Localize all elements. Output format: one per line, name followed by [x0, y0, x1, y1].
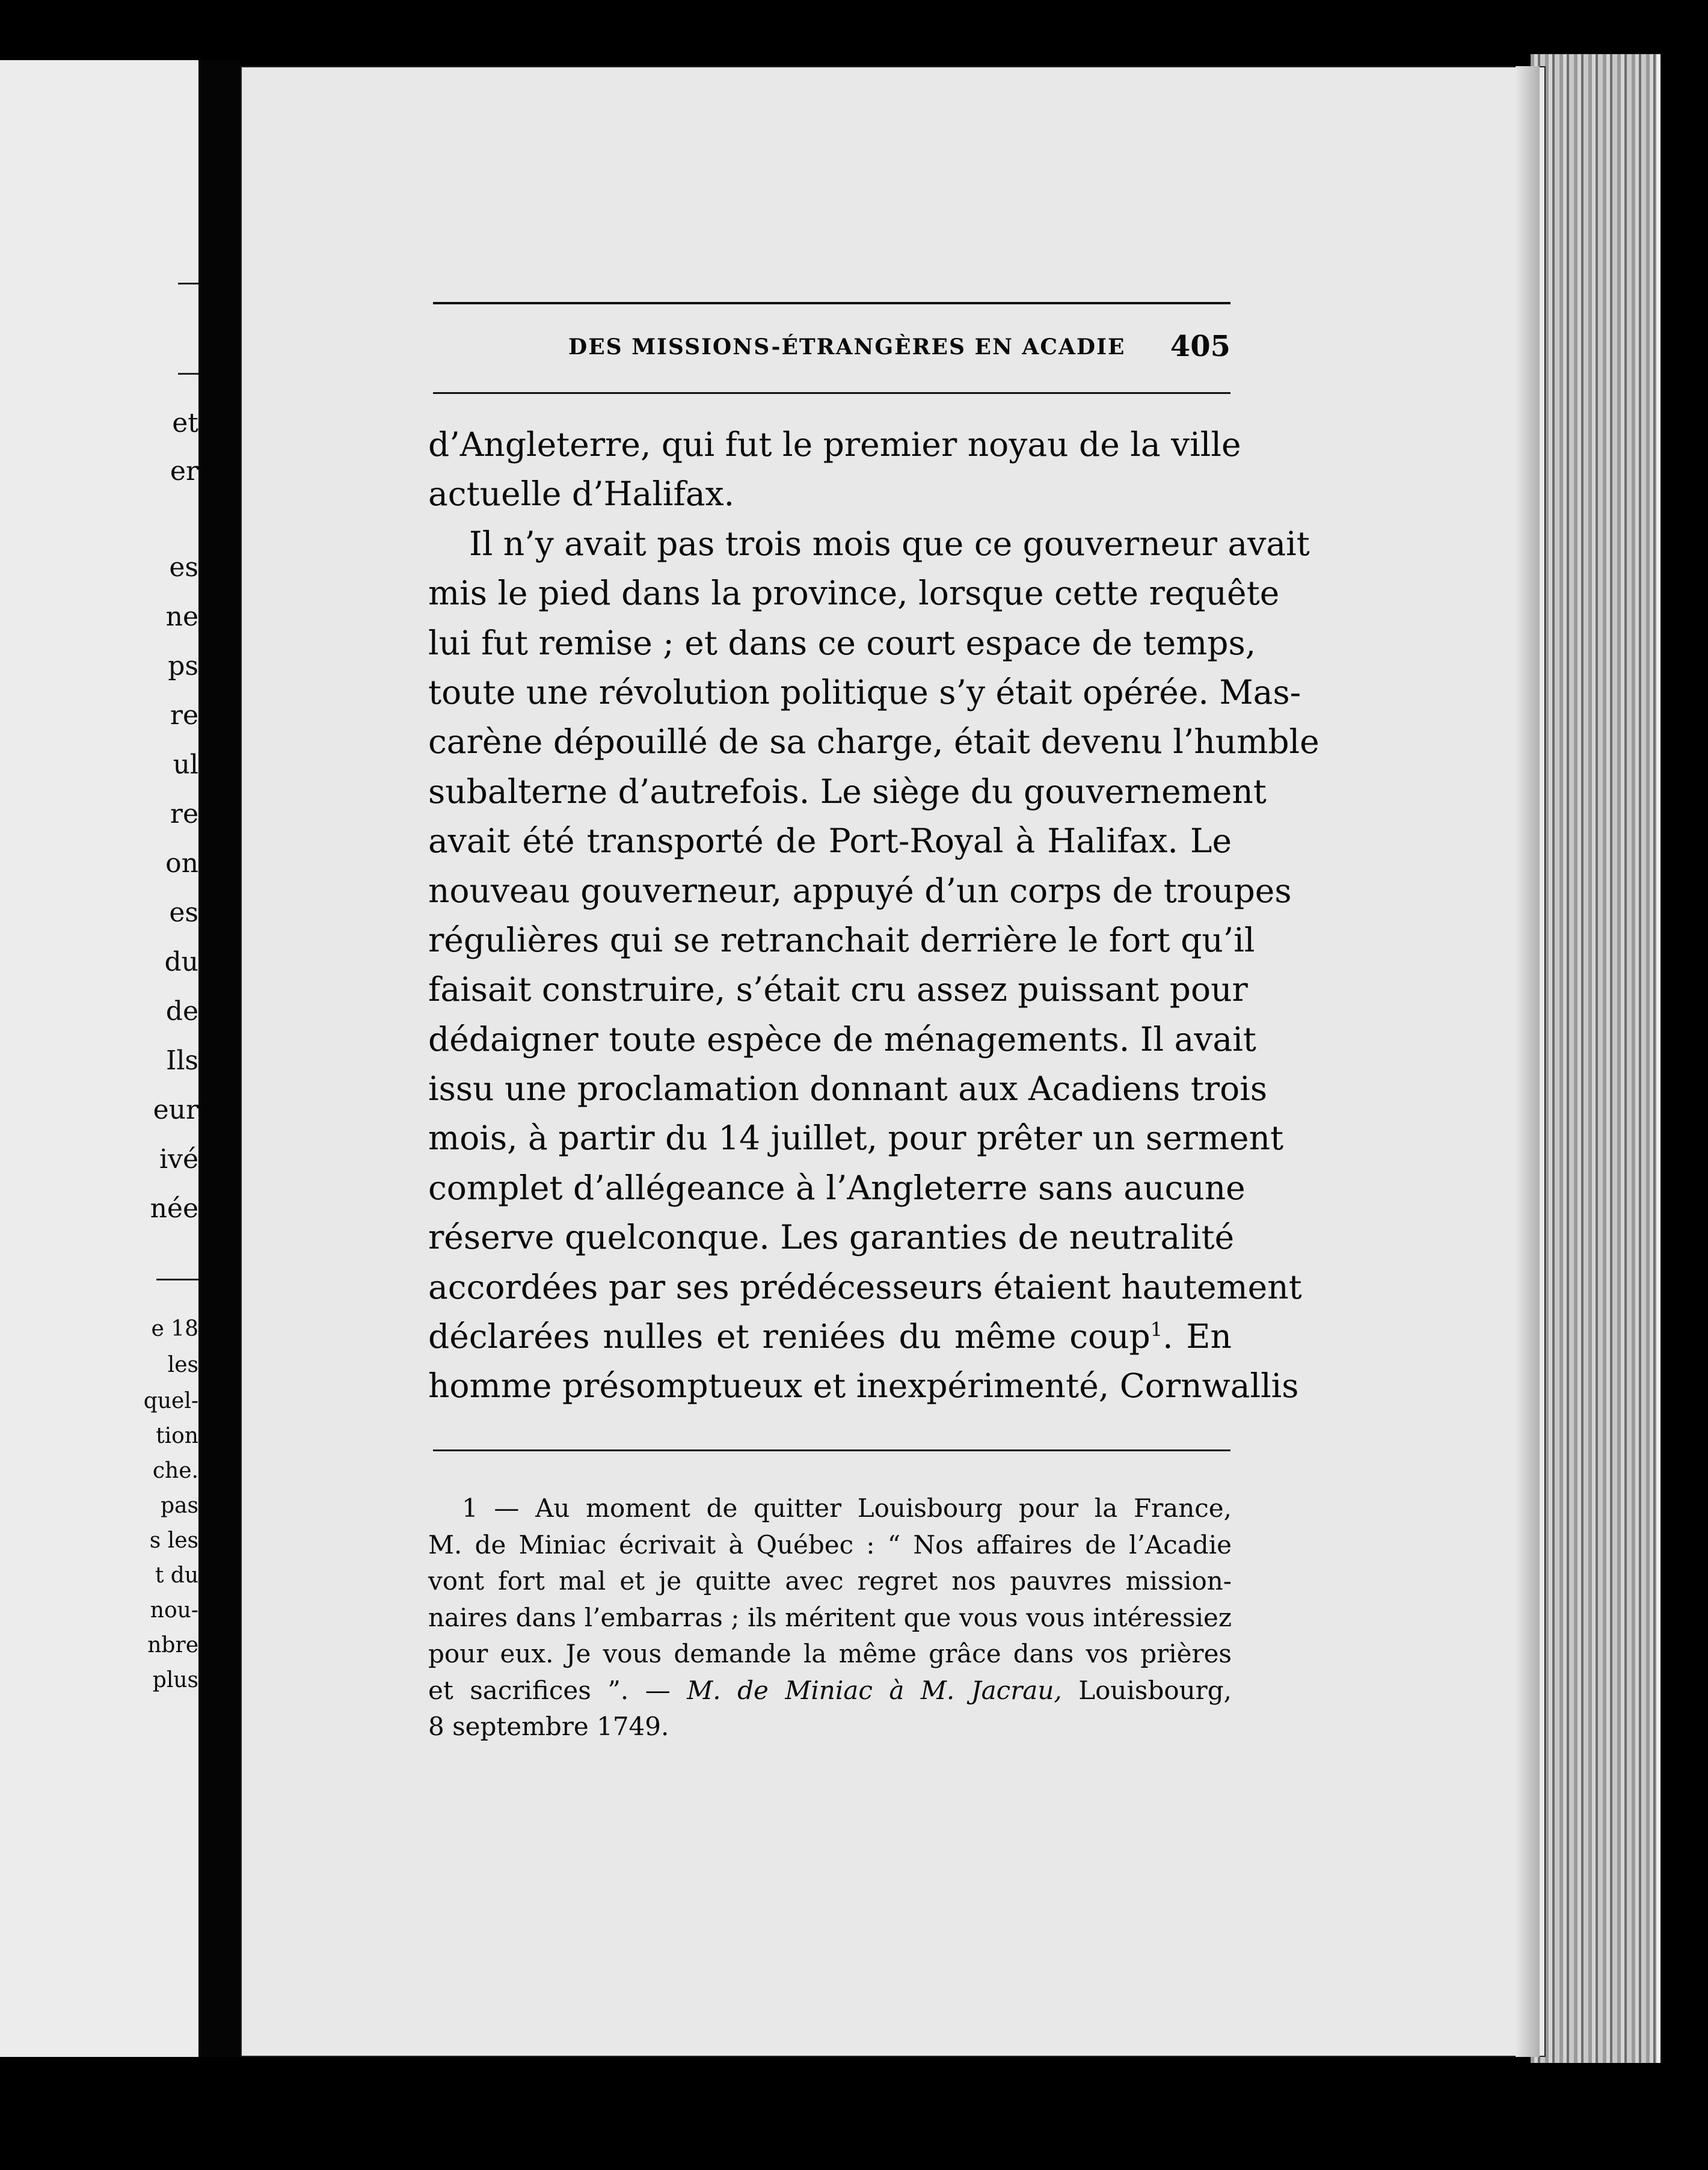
- page-edges: [1531, 54, 1660, 2063]
- left-page-text: ivé: [159, 1144, 198, 1175]
- left-page-text: du: [164, 947, 198, 977]
- left-page-note: pas: [161, 1493, 198, 1518]
- left-page-note: e 18: [151, 1317, 198, 1341]
- text-line-main: déclarées nulles et reniées du même coup: [428, 1317, 1150, 1356]
- text-line: homme présomptueux et inexpérimenté, Cornwallis: [428, 1366, 1299, 1406]
- left-page-text: on: [165, 848, 198, 879]
- left-page-text: née: [150, 1193, 198, 1224]
- page-number: 405: [1170, 330, 1230, 363]
- running-head: [433, 330, 1230, 366]
- left-page-text: ul: [173, 749, 198, 780]
- left-page-text: Ils: [165, 1045, 198, 1076]
- left-page-text: ne: [165, 601, 198, 632]
- footnote-line: naires dans l’embarras ; ils méritent que vous vous intéressiez: [428, 1602, 1232, 1632]
- footnote-citation: M. de Miniac à M. Jacrau,: [687, 1675, 1062, 1705]
- text-line: Il n’y avait pas trois mois que ce gouverneur avait: [469, 524, 1310, 563]
- left-page-note: les: [167, 1353, 198, 1377]
- previous-page-fragment: [0, 60, 198, 2057]
- text-line: dédaigner toute espèce de ménagements. Il avait: [428, 1019, 1256, 1059]
- left-page-note: t du: [155, 1563, 198, 1588]
- left-page-text: eur: [153, 1095, 198, 1125]
- text-line: avait été transporté de Port-Royal à Halifax. Le: [428, 822, 1232, 861]
- text-line: faisait construire, s’était cru assez puissant pour: [428, 970, 1248, 1009]
- left-page-text: re: [170, 799, 198, 829]
- footnote-line: 1 — Au moment de quitter Louisbourg pour la France,: [462, 1493, 1232, 1523]
- text-line: mois, à partir du 14 juillet, pour prêter un serment: [428, 1119, 1284, 1158]
- footnote-line: pour eux. Je vous demande la même grâce dans vos prières: [428, 1639, 1232, 1668]
- footnote-line: 8 septembre 1749.: [428, 1712, 669, 1741]
- text-line: réserve quelconque. Les garanties de neutralité: [428, 1218, 1235, 1257]
- footnote-rule: [433, 1449, 1230, 1451]
- left-page-text: es: [169, 897, 198, 928]
- left-page-rule: [178, 283, 198, 284]
- text-line: d’Angleterre, qui fut le premier noyau de la ville: [428, 425, 1241, 464]
- footnote-line: vont fort mal et je quitte avec regret nos pauvres mission-: [428, 1566, 1232, 1596]
- left-page-text: es: [169, 552, 198, 583]
- text-line: [428, 1312, 1232, 1361]
- text-line: toute une révolution politique s’y était opérée. Mas-: [428, 672, 1301, 712]
- text-line: mis le pied dans la province, lorsque cette requête: [428, 574, 1280, 613]
- left-page-text: ps: [168, 651, 198, 681]
- left-page-note: plus: [152, 1668, 198, 1692]
- left-page-note: s les: [149, 1528, 198, 1553]
- text-line: lui fut remise ; et dans ce court espace de temps,: [428, 623, 1256, 662]
- left-page-text: et: [172, 408, 198, 438]
- text-line: actuelle d’Halifax.: [428, 475, 735, 514]
- text-line-tail: . En: [1163, 1317, 1232, 1356]
- header-bottom-rule: [433, 392, 1230, 394]
- book-gutter: [198, 60, 241, 2057]
- text-line: régulières qui se retranchait derrière le fort qu’il: [428, 920, 1255, 959]
- footnote: [428, 1490, 1232, 1745]
- running-head-title: DES MISSIONS-ÉTRANGÈRES EN ACADIE: [568, 334, 1126, 360]
- left-page-text: de: [165, 996, 198, 1027]
- footnote-text: et sacrifices ”. —: [428, 1675, 687, 1705]
- body-text: [428, 420, 1319, 1411]
- left-page-text: er: [170, 456, 198, 487]
- page-edge-shadow: [1516, 66, 1540, 2057]
- footnote-line: M. de Miniac écrivait à Québec : “ Nos affaires de l’Acadie: [428, 1529, 1232, 1560]
- left-page-note: che.: [152, 1458, 198, 1483]
- footnote-reference: 1: [1150, 1318, 1163, 1341]
- header-top-rule: [433, 302, 1230, 304]
- text-line: carène dépouillé de sa charge, était devenu l’humble: [428, 722, 1319, 761]
- text-line: complet d’allégeance à l’Angleterre sans aucune: [428, 1168, 1246, 1207]
- left-page-rule: [178, 373, 198, 375]
- footnote-line: [428, 1673, 1232, 1709]
- left-page-text: re: [170, 700, 198, 731]
- text-line: issu une proclamation donnant aux Acadiens trois: [428, 1069, 1268, 1108]
- text-line: nouveau gouverneur, appuyé d’un corps de troupes: [428, 871, 1292, 910]
- left-page-note: nbre: [147, 1633, 198, 1658]
- text-line: accordées par ses prédécesseurs étaient hautement: [428, 1267, 1302, 1306]
- text-line: subalterne d’autrefois. Le siège du gouvernement: [428, 772, 1267, 811]
- footnote-place: Louisbourg,: [1061, 1675, 1232, 1705]
- left-page-note: nou-: [150, 1598, 198, 1623]
- left-page-note: tion: [156, 1424, 198, 1448]
- left-page-note: quel-: [143, 1389, 198, 1413]
- left-page-rule: [156, 1279, 198, 1280]
